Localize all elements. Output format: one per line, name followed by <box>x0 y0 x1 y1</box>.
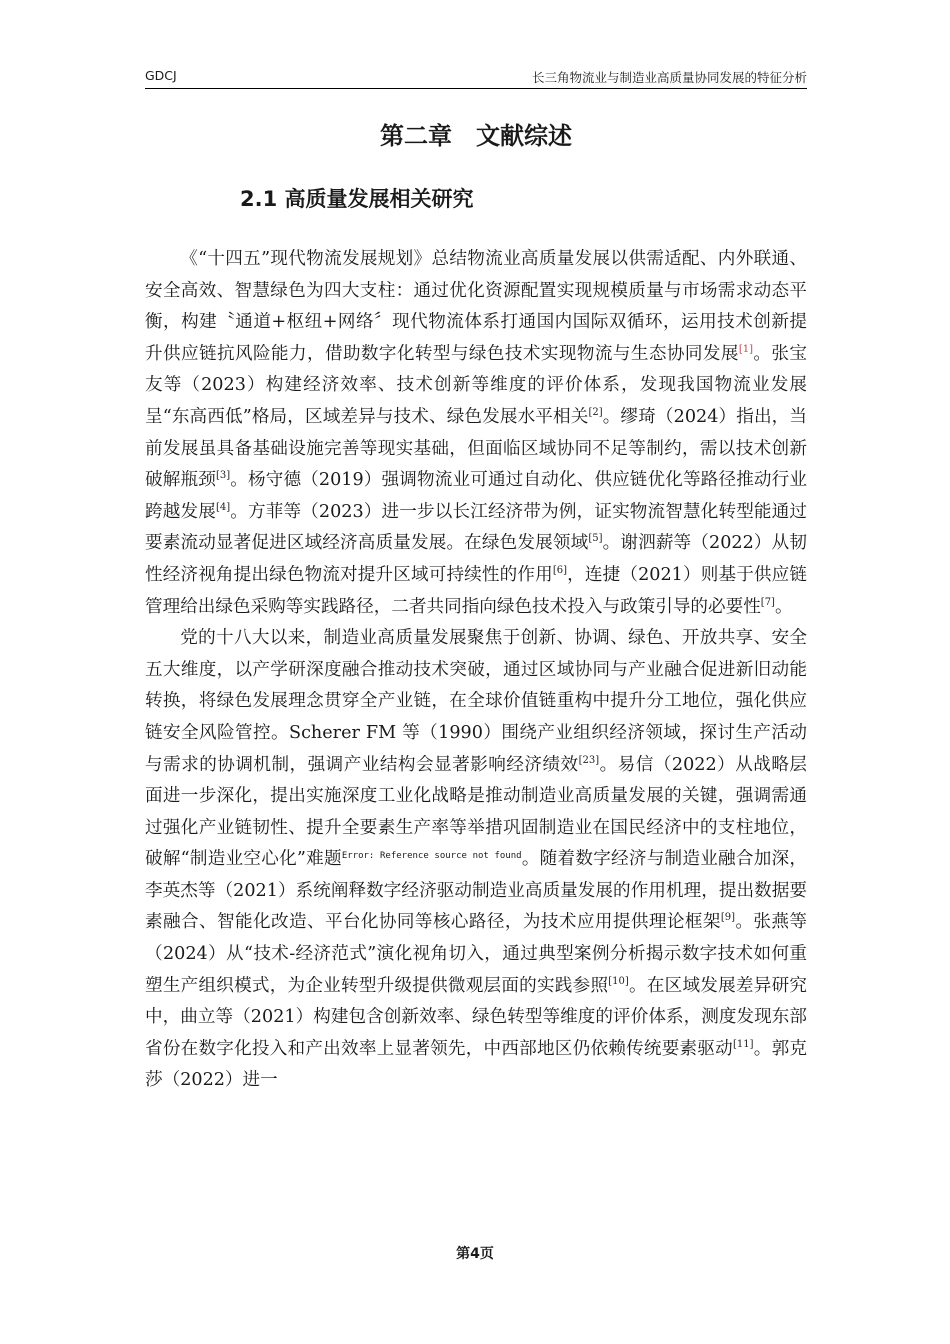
citation-marker[interactable]: [6] <box>552 564 568 576</box>
citation-marker[interactable]: [2] <box>588 406 603 418</box>
citation-marker[interactable]: [5] <box>588 533 603 545</box>
citation-marker[interactable]: [3] <box>215 470 231 482</box>
text-segment: 。缪琦（2024）指出，当前发展虽具备基础设施完善等现实基础，但面临区域协同不足等制约，需以技术创新破解瓶颈 <box>145 406 807 491</box>
page-header <box>145 66 807 89</box>
citation-marker[interactable]: [4] <box>215 501 231 513</box>
citation-marker[interactable]: [1] <box>738 343 753 355</box>
reference-error-marker: Error: Reference source not found <box>341 851 522 862</box>
text-segment: 。杨守德（2019）强调物流业可通过自动化、供应链优化等路径推动行业跨越发展 <box>145 470 807 522</box>
citation-marker[interactable]: [10] <box>608 975 629 987</box>
text-segment: 。张燕等（2024）从“技术-经济范式”演化视角切入，通过典型案例分析揭示数字技术如何重塑生产组织模式，为企业转型升级提供微观层面的实践参照 <box>145 912 807 996</box>
section-title: 2.1 高质量发展相关研究 <box>240 187 474 211</box>
text-segment: 。郭克莎（2022）进一 <box>145 1038 807 1091</box>
citation-marker[interactable]: [11] <box>733 1038 754 1050</box>
paragraph-1 <box>145 244 807 623</box>
text-segment: 《“十四五”现代物流发展规划》总结物流业高质量发展以供需适配、内外联通、安全高效、智慧绿色为四大支柱：通过优化资源配置实现规模质量与市场需求动态平衡，构建〝通道+枢纽+网络〞现代物流体系打通国内国际双循环，运用技术创新提升供应链抗风险能力，借助数字化转型与绿色技术实现物流与生态协同发展 <box>145 249 807 364</box>
text-segment: 。 <box>774 596 793 617</box>
paragraph-2 <box>145 623 807 1097</box>
text-segment: 。方菲等（2023）进一步以长江经济带为例，证实物流智慧化转型能通过要素流动显著促进区域经济高质量发展。在绿色发展领域 <box>145 501 807 554</box>
citation-marker[interactable]: [7] <box>760 596 775 608</box>
page-number: 第4页 <box>456 1246 494 1262</box>
citation-marker[interactable]: [9] <box>720 912 735 924</box>
text-segment: 。谢泗薪等（2022）从韧性经济视角提出绿色物流对提升区域可持续性的作用 <box>145 533 807 585</box>
text-segment: 。在区域发展差异研究中，曲立等（2021）构建包含创新效率、绿色转型等维度的评价体系，测度发现东部省份在数字化投入和产出效率上显著领先，中西部地区仍依赖传统要素驱动 <box>145 975 807 1059</box>
text-segment: 。易信（2022）从战略层面进一步深化，提出实施深度工业化战略是推动制造业高质量发展的关键，强调需通过强化产业链韧性、提升全要素生产率等举措巩固制造业在国民经济中的支柱地位，破解“制造业空心化”难题 <box>145 754 807 870</box>
citation-marker[interactable]: [23] <box>578 754 600 766</box>
body-text <box>145 244 807 1097</box>
chapter-title: 第二章 文献综述 <box>380 122 572 150</box>
text-segment: 。张宝友等（2023）构建经济效率、技术创新等维度的评价体系，发现我国物流业发展呈“东高西低”格局，区域差异与技术、绿色发展水平相关 <box>145 343 807 427</box>
text-segment: ，连捷（2021）则基于供应链管理给出绿色采购等实践路径，二者共同指向绿色技术投入与政策引导的必要性 <box>145 564 807 617</box>
text-segment: 。随着数字经济与制造业融合加深，李英杰等（2021）系统阐释数字经济驱动制造业高质量发展的作用机理，提出数据要素融合、智能化改造、平台化协同等核心路径，为技术应用提供理论框架 <box>145 849 807 933</box>
header-title: 长三角物流业与制造业高质量协同发展的特征分析 <box>531 70 807 85</box>
text-segment: 党的十八大以来，制造业高质量发展聚焦于创新、协调、绿色、开放共享、安全五大维度，以产学研深度融合推动技术突破，通过区域协同与产业融合促进新旧动能转换，将绿色发展理念贯穿全产业链，在全球价值链重构中提升分工地位，强化供应链安全风险管控。Scherer FM 等（1990）围绕产业组织经济领域，探讨生产活动与需求的协调机制，强调产业结构会显著影响经济绩效 <box>145 628 807 775</box>
header-code: GDCJ <box>145 68 177 83</box>
